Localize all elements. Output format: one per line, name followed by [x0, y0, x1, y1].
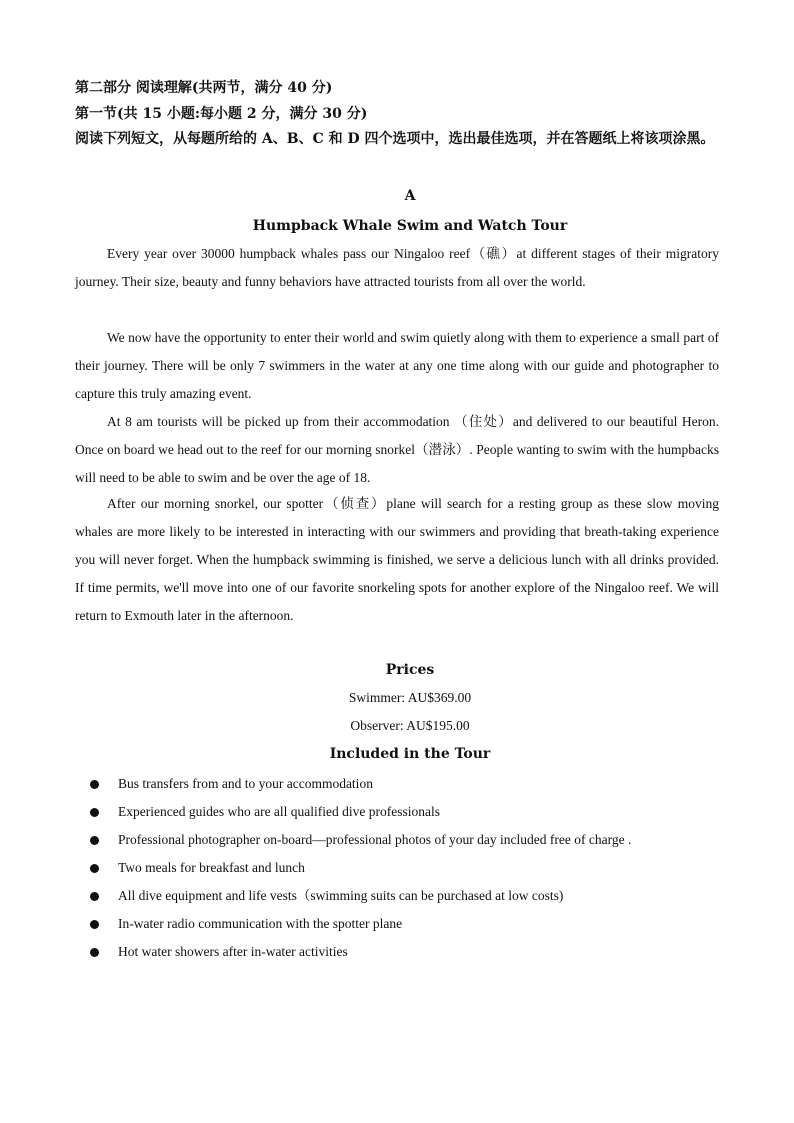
paragraph-1-text: Every year over 30000 humpback whales pass our Ningaloo reef（礁）at different stages of their migratory journey. Their size, beauty and funny behaviors have attracted tourists from all over the world. [75, 246, 719, 289]
bullet-icon [90, 808, 99, 817]
paragraph-1 [75, 240, 719, 296]
list-item: Professional photographer on-board—professional photos of your day included free of charge . [88, 826, 688, 854]
paragraph-2-text: We now have the opportunity to enter their world and swim quietly along with them to experience a small part of their journey. There will be only 7 swimmers in the water at any one time along with our guide and photographer to capture this truly amazing event. [75, 330, 719, 401]
paragraph-4 [75, 490, 719, 630]
instruction-text: 阅读下列短文，从每题所给的 A、B、C 和 D 四个选项中，选出最佳选项，并在答题纸上将该项涂黑。 [75, 131, 715, 147]
passage-title: Humpback Whale Swim and Watch Tour [252, 218, 568, 234]
paragraph-2 [75, 324, 719, 408]
swimmer-price: Swimmer: AU$369.00 [348, 690, 472, 705]
passage-letter: A [404, 188, 416, 204]
subsection-heading: 第一节(共 15 小题:每小题 2 分，满分 30 分) [75, 106, 368, 122]
paragraph-4-text: After our morning snorkel, our spotter（侦查）plane will search for a resting group as these slow moving whales are more likely to be interested in interacting with our swimmers and providing that breath-taking experience you will never forget. When the humpback swimming is finished, we serve a delicious lunch with all drinks provided. If time permits, we'll move into one of our favorite snorkeling spots for another explore of the Ningaloo reef. We will return to Exmouth later in the afternoon. [75, 496, 719, 623]
list-item: All dive equipment and life vests（swimming suits can be purchased at low costs) [88, 882, 688, 910]
section-heading: 第二部分 阅读理解(共两节，满分 40 分) [75, 80, 333, 96]
included-heading: Included in the Tour [329, 746, 491, 762]
included-list [88, 770, 688, 966]
bullet-icon [90, 836, 99, 845]
bullet-icon [90, 948, 99, 957]
observer-price: Observer: AU$195.00 [350, 718, 470, 733]
bullet-icon [90, 920, 99, 929]
paragraph-3-text: At 8 am tourists will be picked up from their accommodation （住处）and delivered to our beautiful Heron. Once on board we head out to the reef for our morning snorkel（潜泳）. People wanting to swim with the humpbacks will need to be able to swim and be over the age of 18. [75, 414, 719, 485]
list-item: Hot water showers after in-water activities [88, 938, 688, 966]
list-item: In-water radio communication with the spotter plane [88, 910, 688, 938]
bullet-icon [90, 864, 99, 873]
prices-heading: Prices [385, 662, 435, 678]
bullet-icon [90, 892, 99, 901]
paragraph-3 [75, 408, 719, 492]
list-item: Experienced guides who are all qualified dive professionals [88, 798, 688, 826]
list-item: Bus transfers from and to your accommodation [88, 770, 688, 798]
list-item: Two meals for breakfast and lunch [88, 854, 688, 882]
bullet-icon [90, 780, 99, 789]
